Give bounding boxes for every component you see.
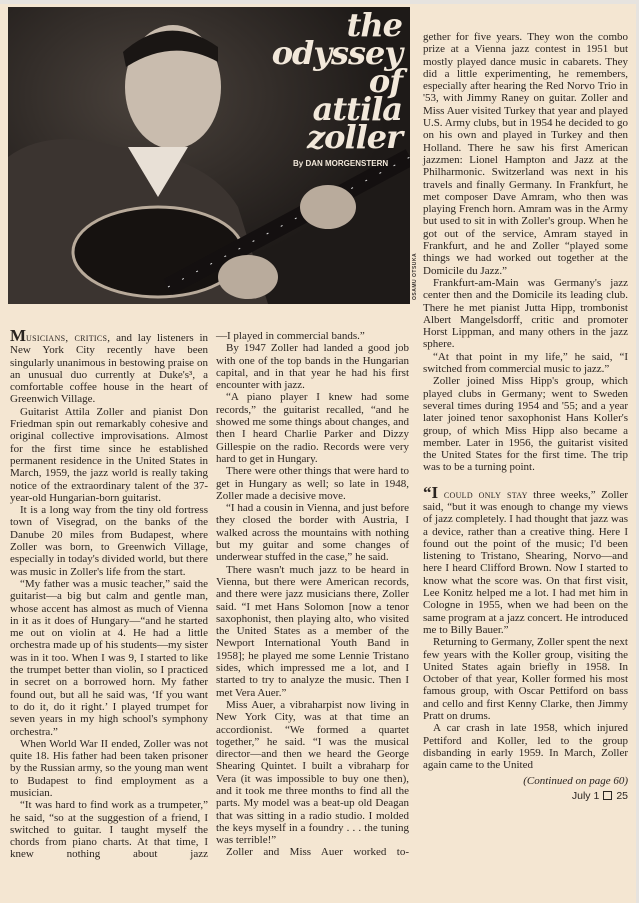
paragraph: “I had a cousin in Vienna, and just before they closed the border with Austria, I walked across the mountains with nothing but my guitar and some changes of underwear stuffed in the case,” he said. <box>216 502 409 564</box>
paragraph: “My father was a music teacher,” said the guitarist—a big but calm and gentle man, whose accent has almost as much of Vienna in it as it does of Hungary—“and he started me out on violin at 4. He had a little orchestra made up of his students—my sister was in it too. When I was 9, I started to like the trumpet better than violin, so I practiced in secret on a borrowed horn. My father found out, but all he said was, ‘If you want to do it, do it right.’ I played trumpet for seven years in my high school's symphony orchestra.” <box>10 577 208 738</box>
paragraph: It is a long way from the tiny old fortress town of Visegrad, on the banks of the Danube 20 miles from Budapest, where Zoller was born, to Greenwich Village, especially in today's divided world, but there was music in Zoller's life from the start. <box>10 504 208 578</box>
page-number: 25 <box>616 789 628 802</box>
paragraph: —I played in commercial bands.” <box>216 330 365 342</box>
paragraph: Zoller joined Miss Hipp's group, which played clubs in Germany; went to Sweden several times during 1954 and '55; and a year later joined tenor saxophonist Hans Koller's group, of which Miss Hipp also became a member. Later in 1956, the guitarist visited the United States for the first time. The trip was to be a turning point. <box>423 375 628 474</box>
title-line: attila <box>312 90 402 128</box>
byline: By DAN MORGENSTERN <box>293 159 389 168</box>
photo-guitarist <box>8 7 410 304</box>
lead-in: could only stay <box>438 488 528 501</box>
drop-cap: M <box>10 326 27 345</box>
photo-credit: OSAMU OTSUKA <box>412 252 418 300</box>
magazine-page <box>0 4 636 903</box>
paragraph <box>10 326 208 406</box>
paragraph: “It was hard to find work as a trumpeter,” he said, “so at the suggestion of a friend, I switched to guitar. I taught myself the chords from piano charts. At that time, I knew nothing about jazz <box>10 799 208 861</box>
paragraph-text: and lay listeners in New York City recently have been singularly unanimous in bestowing praise on an unusual duo currently at Duke's³, a comfortable coffee house in the heart of Greenwich Village. <box>10 332 208 406</box>
title-line: odyssey <box>271 34 402 72</box>
paragraph: There wasn't much jazz to be heard in Vienna, but there were American records, and there were jazz musicians there, Zoller said. “I met Hans Solomon [now a tenor saxophonist, then playing alto, who visited the United States as a member of the Newport International Youth Band in 1958]; he played me some Lennie Tristano sides, which impressed me a lot, and I started to try to analyze the music. Then I met Vera Auer.” <box>216 563 409 699</box>
paragraph: “At that point in my life,” he said, “I switched from commercial music to jazz.” <box>423 350 628 376</box>
column-1 <box>10 326 208 861</box>
column-3 <box>423 31 628 803</box>
column-2 <box>216 330 409 859</box>
paragraph: Returning to Germany, Zoller spent the next few years with the Koller group, visiting the United States again briefly in 1958. In October of that year, Koller formed his most famous group, with Oscar Pettiford on bass and cello and first Kenny Clarke, then Jimmy Pratt on drums. <box>423 636 628 723</box>
paragraph: gether for five years. They won the combo prize at a Vienna jazz contest in 1951 but mostly played dance music in cabarets. They did a little experimenting, he remembers, especially after hearing the Red Norvo Trio in '53, with Jimmy Raney on guitar. Zoller and Miss Auer visited Turkey that year and played U.S. Army clubs, but in 1954 he decided to go on his own and played in Turkey and then Holland. There he saw his first American jazzmen: Lionel Hampton and Jazz at the Philharmonic. Switzerland was next in his travels and finally Germany. In Frankfurt, he met composer Dave Amram, who then was playing French horn. Amram was in the Army but used to sit in with Zoller's group. When he got out of the service, Amram stayed in Frankfurt, and he and Zoller “played some things we had worked out together at the Domicile du Jazz.” <box>423 31 628 277</box>
page-folio <box>423 790 628 803</box>
paragraph <box>423 482 628 637</box>
issue-date: July 1 <box>571 789 600 802</box>
paragraph-text: three weeks,” Zoller said, “but it was enough to change my views of jazz completely. I had thought that jazz was a device, rather than a creative thing. Here I found out the point of the music; I'd been listening to Tristano, Shearing, Norvo—and here I heard Clifford Brown. Now I started to know what the score was. On that first visit, Lee Konitz helped me a lot. I had met him in Cologne in 1955, when we had been on the same program at a jazz concert. He introduced me to Billy Bauer.” <box>423 488 628 636</box>
paragraph: Zoller and Miss Auer worked to- <box>226 846 409 859</box>
paragraph: Frankfurt-am-Main was Germany's jazz center then and the Domicile its leading club. There he met pianist Jutta Hipp, trombonist Albert Mangelsdorff, critic and promoter Horst Lippman, and many others in the jazz sphere. <box>423 276 628 351</box>
paragraph: There were other things that were hard to get in Hungary as well; so late in 1948, Zoller made a decisive move. <box>216 465 409 502</box>
paragraph: “A piano player I knew had some records,” the guitarist recalled, “and he showed me some things about changes, and then I heard Charlie Parker and Dizzy Gillespie on the radio. Records were very hard to get in Hungary. <box>216 391 409 465</box>
title-line: the <box>346 7 402 44</box>
drop-cap: “I <box>423 482 439 502</box>
title-line: of <box>368 62 402 100</box>
article-title <box>271 7 402 156</box>
continued-note: (Continued on page 60) <box>523 774 628 787</box>
paragraph: By 1947 Zoller had landed a good job with one of the top bands in the Hungarian capital, and in that year he had his first encounter with jazz. <box>216 342 409 392</box>
paragraph: A car crash in late 1958, which injured Pettiford and Koller, led to the group disbanding in early 1959. In March, Zoller again came to the United <box>423 722 628 772</box>
title-line: zoller <box>306 118 402 156</box>
paragraph: Guitarist Attila Zoller and pianist Don Friedman spin out remarkably cohesive and original collective improvisations. Almost for the first time since he established permanent residence in the United States in March, 1959, the jazz world is really taking notice of the extraordinary talent of the 37-year-old Hungarian-born guitarist. <box>10 405 208 504</box>
lead-in: usicians, critics, <box>26 332 111 344</box>
paragraph: Miss Auer, a vibraharpist now living in New York City, was at that time an accordionist. “We formed a quartet together,” he said. “I was the musical director—and then we heard the George Shearing Quintet. I built a vibraharp for Vera (it was impossible to buy one then), and it took me three months to find all the parts. My model was a beat-up old Deagan that was sitting in a radio studio. I molded the keys myself in a foundry . . . the tuning was terrible!” <box>216 698 409 847</box>
paragraph: When World War II ended, Zoller was not quite 18. His father had been taken prisoner by the Russian army, so the young man went to Budapest to find employment as a musician. <box>10 737 208 799</box>
box-ornament-icon <box>603 791 612 800</box>
